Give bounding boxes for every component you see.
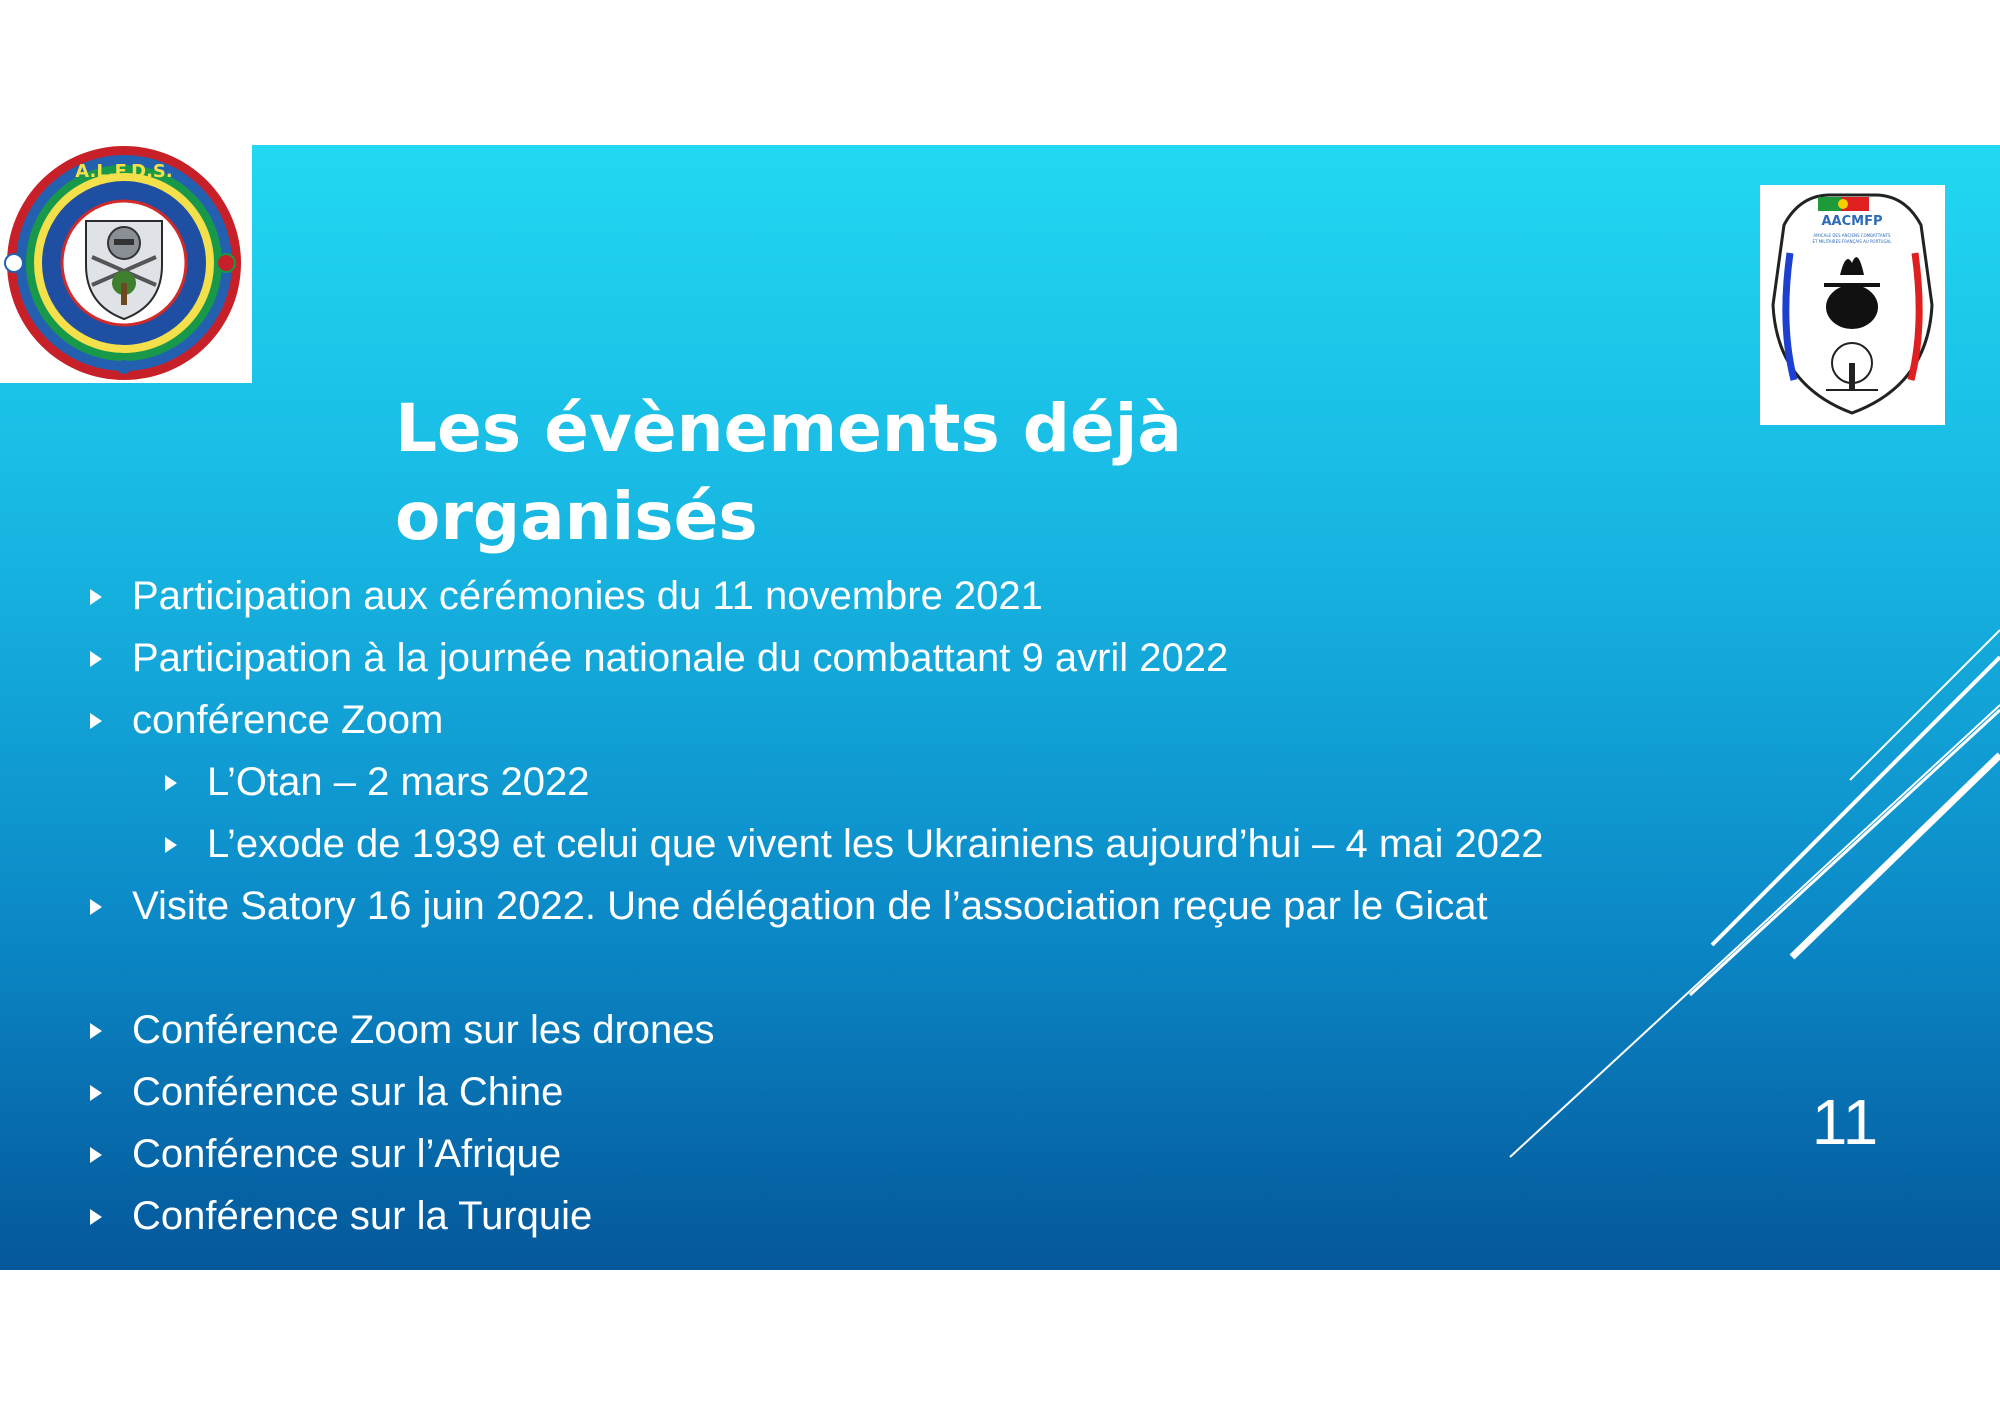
bullet-arrow-icon bbox=[90, 899, 102, 915]
bullet-text: Participation aux cérémonies du 11 novembre 2021 bbox=[132, 574, 1043, 618]
bullet-text: Conférence sur l’Afrique bbox=[132, 1132, 562, 1176]
slide bbox=[0, 145, 2000, 1270]
bullet-text: conférence Zoom bbox=[132, 698, 444, 742]
svg-text:AMICALE DES ANCIENS COMBATTANT: AMICALE DES ANCIENS COMBATTANTS bbox=[1813, 233, 1891, 238]
bullet-text: Conférence sur la Turquie bbox=[132, 1194, 593, 1238]
bullet-list bbox=[90, 565, 1543, 1247]
bullet-item bbox=[90, 1061, 1543, 1123]
bullet-arrow-icon bbox=[90, 1209, 102, 1225]
alfds-logo bbox=[0, 145, 252, 383]
sub-bullet-item bbox=[165, 813, 1543, 875]
bullet-text: Conférence Zoom sur les drones bbox=[132, 1008, 715, 1052]
bullet-arrow-icon bbox=[90, 1085, 102, 1101]
slide-title: Les évènements déjà organisés bbox=[395, 390, 1182, 555]
bullet-arrow-icon bbox=[90, 589, 102, 605]
aacmfp-logo-title: AACMFP bbox=[1821, 214, 1883, 229]
bullet-text: Conférence sur la Chine bbox=[132, 1070, 564, 1114]
bullet-arrow-icon bbox=[90, 651, 102, 667]
alfds-logo-text: A.L.F.D.S. bbox=[75, 161, 173, 182]
bullet-item bbox=[90, 875, 1543, 937]
bullet-item bbox=[90, 1185, 1543, 1247]
bullet-text: Participation à la journée nationale du combattant 9 avril 2022 bbox=[132, 636, 1229, 680]
bullet-arrow-icon bbox=[90, 713, 102, 729]
bullet-text: L’exode de 1939 et celui que vivent les Ukrainiens aujourd’hui – 4 mai 2022 bbox=[207, 822, 1544, 866]
aacmfp-logo bbox=[1760, 185, 1945, 425]
bullet-arrow-icon bbox=[165, 775, 177, 791]
bullet-text: Visite Satory 16 juin 2022. Une délégation de l’association reçue par le Gicat bbox=[132, 884, 1488, 928]
svg-text:ET MILITAIRES FRANÇAIS AU PORT: ET MILITAIRES FRANÇAIS AU PORTUGAL bbox=[1812, 239, 1892, 244]
bullet-arrow-icon bbox=[165, 837, 177, 853]
bullet-arrow-icon bbox=[90, 1147, 102, 1163]
bullet-item bbox=[90, 689, 1543, 751]
sub-bullet-item bbox=[165, 751, 1543, 813]
bullet-item bbox=[90, 627, 1543, 689]
bullet-item bbox=[90, 999, 1543, 1061]
bullet-item bbox=[90, 1123, 1543, 1185]
bullet-item bbox=[90, 565, 1543, 627]
bullet-text: L’Otan – 2 mars 2022 bbox=[207, 760, 590, 804]
page-number: 11 bbox=[1811, 1086, 1879, 1158]
bullet-arrow-icon bbox=[90, 1023, 102, 1039]
